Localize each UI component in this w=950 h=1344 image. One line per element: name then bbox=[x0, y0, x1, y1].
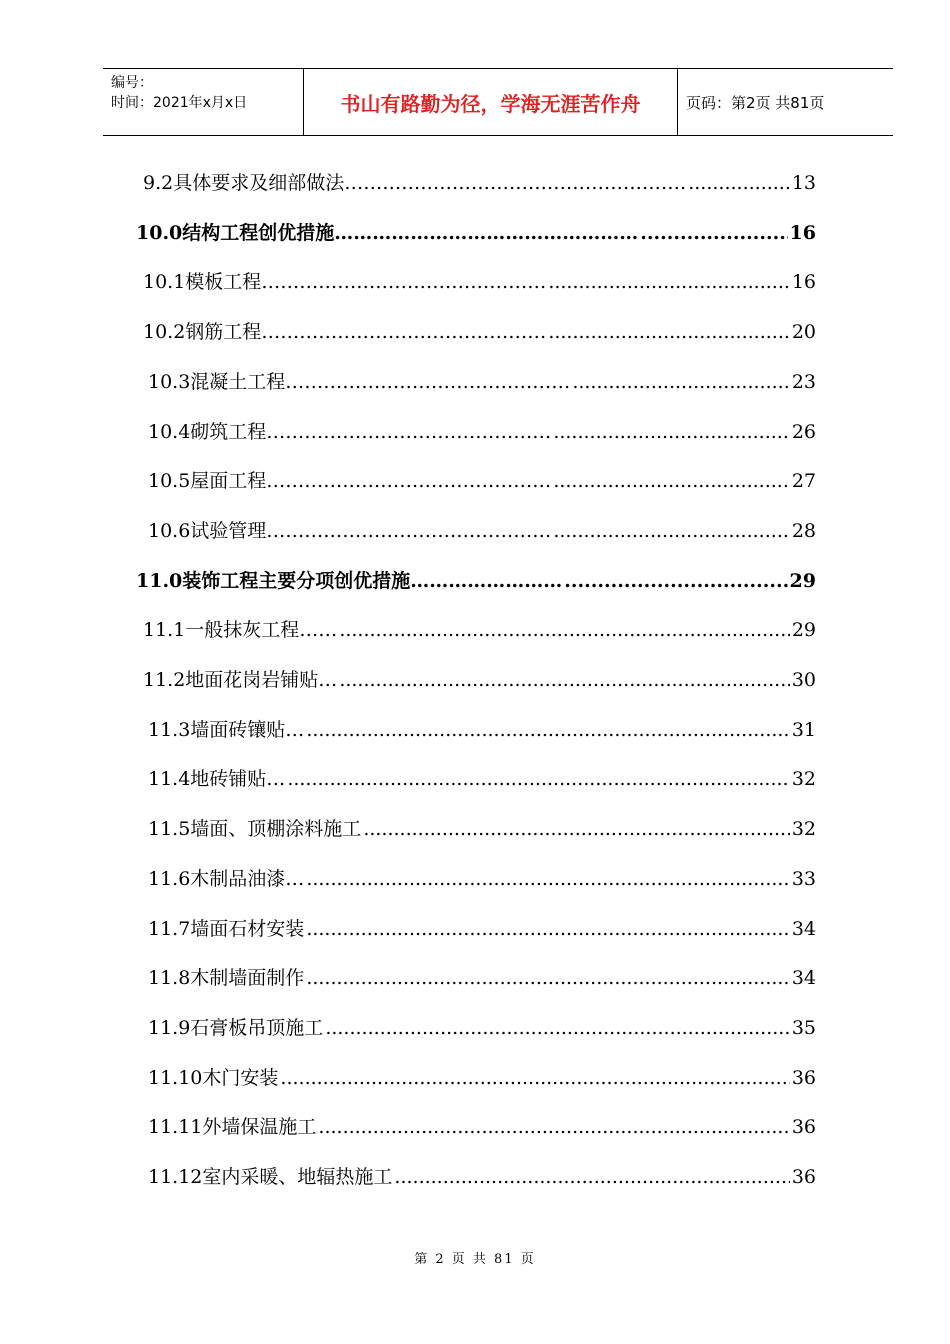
toc-entry[interactable] bbox=[148, 466, 816, 496]
page-footer: 第 2 页 共 81 页 bbox=[414, 1252, 536, 1267]
toc-entry[interactable] bbox=[148, 367, 816, 397]
toc-entry-title: 9.2具体要求及细部做法……………………………………………… bbox=[143, 172, 687, 194]
toc-entry[interactable] bbox=[148, 715, 816, 745]
toc-entry[interactable] bbox=[143, 267, 816, 297]
toc-entry-page: 26 bbox=[791, 420, 816, 443]
toc-entry-page: 13 bbox=[791, 172, 816, 194]
toc-entry[interactable] bbox=[148, 1162, 816, 1192]
toc-entry-title: 11.5墙面、顶棚涂料施工 bbox=[148, 818, 362, 841]
toc-leader-dots bbox=[339, 665, 790, 695]
toc-entry[interactable] bbox=[148, 1063, 816, 1093]
toc-leader-dots bbox=[339, 615, 790, 645]
toc-entry-title: 11.11外墙保温施工 bbox=[148, 1116, 317, 1139]
toc-entry[interactable] bbox=[143, 317, 816, 347]
toc-entry-page: 20 bbox=[791, 321, 816, 344]
toc-entry-title: 10.2钢筋工程……………………………………… bbox=[143, 321, 547, 344]
toc-leader-dots bbox=[548, 267, 790, 297]
toc-leader-dots bbox=[553, 466, 790, 496]
page-header bbox=[103, 68, 893, 136]
document-number-label: 编号： bbox=[111, 75, 153, 91]
toc-leader-dots bbox=[306, 864, 790, 894]
toc-entry[interactable] bbox=[148, 417, 816, 447]
toc-entry-page: 23 bbox=[791, 370, 816, 393]
toc-entry-title: 11.6木制品油漆… bbox=[148, 867, 305, 890]
toc-leader-dots bbox=[318, 1112, 789, 1142]
toc-entry[interactable] bbox=[136, 566, 816, 596]
toc-entry-page: 27 bbox=[791, 470, 816, 493]
toc-leader-dots bbox=[394, 1162, 789, 1192]
toc-leader-dots bbox=[640, 218, 787, 248]
toc-entry-page: 36 bbox=[791, 1166, 816, 1188]
toc-entry-title: 11.2地面花岗岩铺贴… bbox=[143, 669, 338, 691]
toc-entry-title: 11.0装饰工程主要分项创优措施…………………… bbox=[136, 569, 563, 592]
toc-entry-page: 33 bbox=[791, 867, 816, 890]
toc-entry[interactable] bbox=[148, 516, 816, 546]
toc-entry-page: 34 bbox=[791, 917, 816, 940]
toc-entry-title: 11.3墙面砖镶贴… bbox=[148, 718, 305, 741]
toc-entry[interactable] bbox=[148, 963, 816, 993]
toc-leader-dots bbox=[564, 566, 787, 596]
toc-leader-dots bbox=[553, 516, 790, 546]
toc-entry-page: 31 bbox=[791, 718, 816, 741]
toc-entry[interactable] bbox=[143, 665, 816, 695]
header-motto: 书山有路勤为径，学海无涯苦作舟 bbox=[340, 91, 641, 116]
toc-leader-dots bbox=[553, 417, 790, 447]
document-time-label: 时间：2021年x月x日 bbox=[111, 95, 248, 111]
toc-entry-title: 11.8木制墙面制作 bbox=[148, 967, 305, 990]
toc-entry-title: 11.7墙面石材安装 bbox=[148, 917, 305, 940]
toc-entry[interactable] bbox=[148, 814, 816, 844]
toc-entry-page: 28 bbox=[791, 519, 816, 542]
toc-entry-page: 16 bbox=[789, 221, 816, 244]
toc-entry-title: 10.6试验管理……………………………………… bbox=[148, 519, 552, 542]
toc-leader-dots bbox=[548, 317, 790, 347]
toc-entry-page: 30 bbox=[791, 669, 816, 691]
toc-entry-title: 10.4砌筑工程……………………………………… bbox=[148, 420, 552, 443]
toc-entry[interactable] bbox=[148, 1013, 816, 1043]
toc-leader-dots bbox=[306, 963, 790, 993]
toc-entry-page: 32 bbox=[791, 818, 816, 841]
toc-entry-title: 11.10木门安装 bbox=[148, 1066, 279, 1089]
toc-entry[interactable] bbox=[148, 864, 816, 894]
toc-entry-page: 29 bbox=[789, 569, 816, 592]
toc-entry-title: 10.1模板工程……………………………………… bbox=[143, 271, 547, 294]
toc-entry-title: 10.0结构工程创优措施………………………………………… bbox=[136, 221, 639, 244]
toc-entry-page: 29 bbox=[791, 619, 816, 642]
toc-entry-title: 10.3混凝土工程……………………………………… bbox=[148, 370, 571, 393]
toc-entry-page: 32 bbox=[791, 768, 816, 791]
toc-entry[interactable] bbox=[143, 615, 816, 645]
header-page-info: 页码：第2页 共81页 bbox=[686, 93, 825, 112]
header-divider bbox=[677, 69, 678, 135]
toc-leader-dots bbox=[306, 715, 790, 745]
toc-leader-dots bbox=[363, 814, 790, 844]
toc-leader-dots bbox=[287, 764, 790, 794]
toc-entry[interactable] bbox=[136, 218, 816, 248]
toc-leader-dots bbox=[325, 1013, 790, 1043]
toc-leader-dots bbox=[280, 1063, 789, 1093]
toc-entry-page: 36 bbox=[791, 1066, 816, 1089]
toc-entry-page: 35 bbox=[791, 1016, 816, 1039]
toc-entry[interactable] bbox=[148, 914, 816, 944]
toc-entry-title: 11.12室内采暖、地辐热施工 bbox=[148, 1166, 393, 1188]
toc-entry[interactable] bbox=[143, 168, 816, 198]
toc-leader-dots bbox=[572, 367, 790, 397]
toc-entry-page: 36 bbox=[791, 1116, 816, 1139]
toc-entry-title: 11.4地砖铺贴… bbox=[148, 768, 286, 791]
toc-entry[interactable] bbox=[148, 764, 816, 794]
toc-entry-page: 16 bbox=[791, 271, 816, 294]
toc-entry[interactable] bbox=[148, 1112, 816, 1142]
header-meta bbox=[111, 73, 301, 113]
toc-leader-dots bbox=[688, 168, 790, 198]
toc-entry-page: 34 bbox=[791, 967, 816, 990]
toc-entry-title: 11.1一般抹灰工程…… bbox=[143, 619, 338, 642]
toc-entry-title: 10.5屋面工程……………………………………… bbox=[148, 470, 552, 493]
toc-entry-title: 11.9石膏板吊顶施工 bbox=[148, 1016, 324, 1039]
toc-leader-dots bbox=[306, 914, 790, 944]
